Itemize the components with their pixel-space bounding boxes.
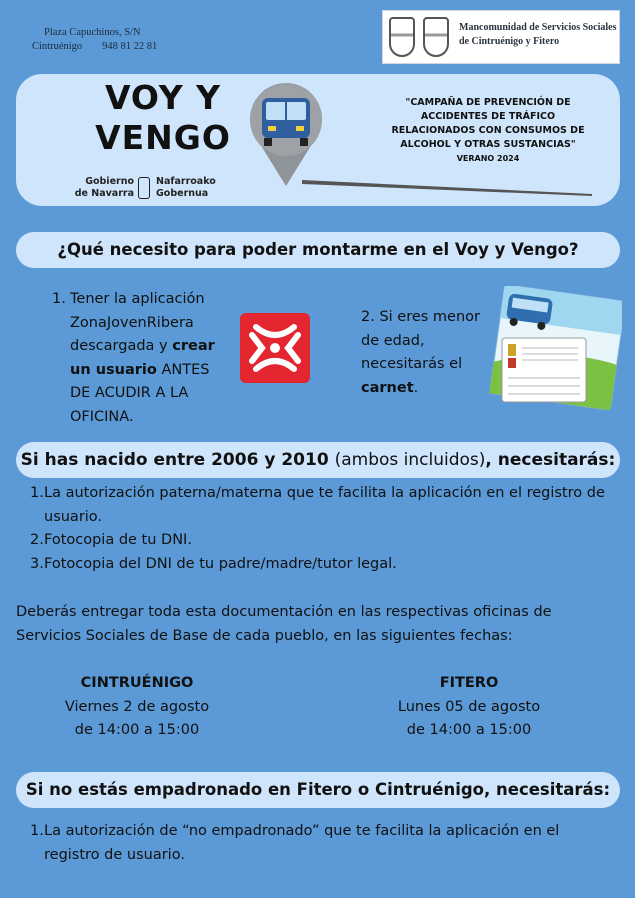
required-documents-list — [30, 482, 620, 576]
address-line: Plaza Capuchinos, S/N — [44, 27, 141, 38]
cintruenigo-crest-icon — [389, 17, 415, 57]
list-item: 1. La autorización paterna/materna que te facilita la aplicación en el registro de usuario. — [30, 485, 605, 525]
office-cintruenigo — [37, 672, 237, 743]
office-name: CINTRUÉNIGO — [80, 675, 194, 691]
campaign-banner: VOY Y VENGO Gobierno de Navarra Nafarroako Gobernua "CAMPAÑA DE PREVENCIÓN DE ACCIDENTES DE TRÁFICO RELACIONADOS CON CONSUMOS DE ALCOHOL Y OTRAS SUSTANCIAS" VERANO 2024 — [16, 74, 620, 206]
fitero-crest-icon — [423, 17, 449, 57]
road-shadow-icon — [302, 178, 592, 196]
office-date: Viernes 2 de agosto — [64, 698, 210, 715]
office-fitero — [369, 672, 569, 743]
phone-number: 948 81 22 81 — [102, 41, 158, 52]
voy-y-vengo-title: VOY Y VENGO — [95, 78, 231, 157]
step-2: 2. Si eres menor de edad, necesitarás el carnet. — [361, 309, 481, 396]
org-name-line2: de Cintruénigo y Fitero — [459, 36, 560, 47]
office-time: de 14:00 a 15:00 — [406, 722, 532, 738]
step-1: 1. Tener la aplicación ZonaJovenRibera descargada y crear un usuario ANTES DE ACUDIR A LA OFICINA. — [52, 291, 215, 425]
requirements-heading: ¿Qué necesito para poder montarme en el Voy y Vengo? — [16, 232, 620, 268]
list-item: 1. La autorización de “no empadronado” que te facilita la aplicación en el registro de usuario. — [30, 823, 560, 863]
mancomunidad-logo — [382, 10, 620, 64]
bus-pin-icon — [248, 82, 324, 186]
office-date: Lunes 05 de agosto — [397, 698, 541, 715]
carnet-card-image — [488, 286, 622, 416]
not-registered-heading: Si no estás empadronado en Fitero o Cintruénigo, necesitarás: — [16, 772, 620, 808]
campaign-year: VERANO 2024 — [456, 154, 520, 163]
list-item: 3. Fotocopia del DNI de tu padre/madre/tutor legal. — [30, 555, 397, 572]
office-time: de 14:00 a 15:00 — [74, 722, 200, 738]
town-name: Cintruénigo — [32, 41, 83, 52]
contact-address — [32, 26, 177, 54]
zonajoven-app-icon — [240, 313, 310, 383]
born-2006-2010-heading: Si has nacido entre 2006 y 2010 (ambos incluidos), necesitarás: — [16, 442, 620, 478]
delivery-instructions: Deberás entregar toda esta documentación en las respectivas oficinas de Servicios Sociales de Base de cada pueblo, en las siguientes fechas: — [16, 604, 552, 644]
org-name-line1: Mancomunidad de Servicios Sociales — [459, 22, 617, 33]
campaign-description: "CAMPAÑA DE PREVENCIÓN DE ACCIDENTES DE TRÁFICO RELACIONADOS CON CONSUMOS DE ALCOHOL Y OTRAS SUSTANCIAS" VERANO 2024 — [388, 96, 588, 165]
navarra-shield-icon — [138, 177, 150, 199]
office-name: FITERO — [439, 675, 499, 691]
list-item: 2. Fotocopia de tu DNI. — [30, 532, 192, 548]
not-registered-list — [30, 820, 610, 867]
